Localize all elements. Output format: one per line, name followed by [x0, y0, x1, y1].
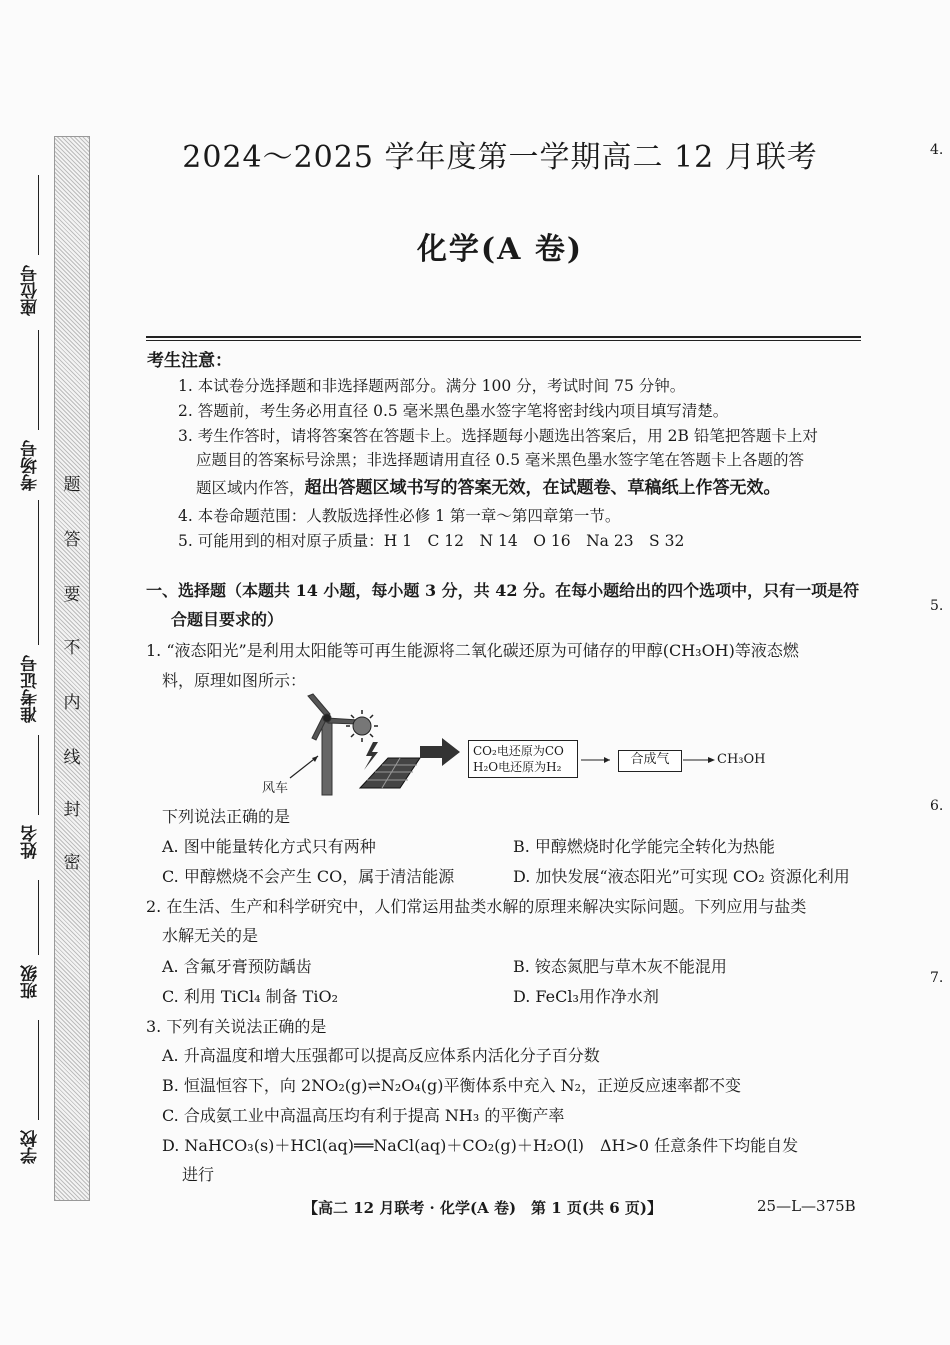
option-b[interactable]: B. 甲醇燃烧时化学能完全转化为热能: [513, 837, 775, 856]
notice-item: 5. 可能用到的相对原子质量：H 1 C 12 N 14 O 16 Na 23 S 32: [178, 532, 685, 550]
windmill-label: 风车: [262, 781, 289, 796]
option-d[interactable]: D. FeCl₃用作净水剂: [513, 987, 659, 1006]
product-label: CH₃OH: [717, 752, 766, 767]
seal-char: 不: [63, 638, 81, 658]
question-prompt: 下列说法正确的是: [162, 807, 291, 826]
seal-strip: [54, 136, 90, 1201]
question-stem: 料，原理如图所示：: [162, 671, 307, 690]
box-text: H₂O电还原为H₂: [473, 760, 562, 774]
school-field[interactable]: [38, 1020, 39, 1120]
arrow-icon: [683, 753, 717, 767]
notice-heading: 考生注意：: [147, 351, 232, 371]
name-field[interactable]: [38, 735, 39, 815]
seal-char: 内: [63, 693, 81, 713]
option-b[interactable]: B. 铵态氮肥与草木灰不能混用: [513, 957, 727, 976]
question-stem: 水解无关的是: [162, 926, 259, 945]
option-d[interactable]: D. NaHCO₃(s)＋HCl(aq)══NaCl(aq)＋CO₂(g)＋H₂O(l) ΔH>0 任意条件下均能自发: [162, 1136, 799, 1155]
section-heading: 合题目要求的）: [171, 610, 284, 629]
seat-number-label: 座位号: [21, 265, 41, 316]
divider: [146, 340, 861, 341]
option-a[interactable]: A. 图中能量转化方式只有两种: [162, 837, 376, 856]
exam-room-label: 考场号: [21, 440, 41, 491]
school-label: 学校: [21, 1130, 41, 1164]
exam-title: 2024～2025 学年度第一学期高二 12 月联考: [182, 140, 818, 175]
option-a[interactable]: A. 含氟牙膏预防龋齿: [162, 957, 312, 976]
box-text: CO₂电还原为CO: [473, 744, 564, 758]
name-label: 姓名: [21, 825, 41, 859]
notice-emphasis: 超出答题区域书写的答案无效，在试题卷、草稿纸上作答无效。: [304, 478, 781, 498]
option-a[interactable]: A. 升高温度和增大压强都可以提高反应体系内活化分子百分数: [162, 1046, 600, 1065]
next-page-number: 7.: [930, 970, 944, 986]
option-c[interactable]: C. 合成氨工业中高温高压均有利于提高 NH₃ 的平衡产率: [162, 1106, 565, 1125]
option-d[interactable]: D. 加快发展“液态阳光”可实现 CO₂ 资源化利用: [513, 867, 850, 886]
question-stem: 3. 下列有关说法正确的是: [146, 1017, 327, 1036]
next-page-number: 5.: [930, 598, 944, 614]
seal-char: 密: [63, 853, 81, 873]
exam-code: 25—L—375B: [757, 1197, 856, 1215]
option-b[interactable]: B. 恒温恒容下，向 2NO₂(g)⇌N₂O₄(g)平衡体系中充入 N₂，正逆反应速率都不变: [162, 1076, 742, 1095]
seal-char: 封: [63, 800, 81, 820]
question-stem: 2. 在生活、生产和科学研究中，人们常运用盐类水解的原理来解决实际问题。下列应用与盐类: [146, 897, 807, 916]
class-field[interactable]: [38, 880, 39, 955]
notice-item: 2. 答题前，考生务必用直径 0.5 毫米黑色墨水签字笔将密封线内项目填写清楚。: [178, 402, 729, 420]
page-footer: 【高二 12 月联考 · 化学(A 卷) 第 1 页(共 6 页)】: [303, 1199, 662, 1217]
question-stem: 1. “液态阳光”是利用太阳能等可再生能源将二氧化碳还原为可储存的甲醇(CH₃OH)等液态燃: [146, 641, 799, 660]
option-c[interactable]: C. 利用 TiCl₄ 制备 TiO₂: [162, 987, 338, 1006]
next-page-number: 4.: [930, 142, 944, 158]
notice-item: 应题目的答案标号涂黑；非选择题请用直径 0.5 毫米黑色墨水签字笔在答题卡上各题的答: [196, 451, 805, 469]
syngas-box: 合成气: [618, 750, 682, 772]
seal-char: 要: [63, 585, 81, 605]
electroreduction-box: [468, 740, 578, 778]
seal-char: 线: [63, 748, 81, 768]
notice-item: [196, 473, 781, 498]
notice-item: 3. 考生作答时，请将答案答在答题卡上。选择题每小题选出答案后，用 2B 铅笔把答题卡上对: [178, 427, 818, 445]
seal-char: 题: [63, 475, 81, 495]
next-page-number: 6.: [930, 798, 944, 814]
seal-char: 答: [63, 530, 81, 550]
section-heading: 一、选择题（本题共 14 小题，每小题 3 分，共 42 分。在每小题给出的四个选项中，只有一项是符: [146, 581, 860, 600]
notice-item-text: 题区域内作答，: [196, 479, 305, 497]
sun-icon: [346, 710, 378, 742]
option-c[interactable]: C. 甲醇燃烧不会产生 CO，属于清洁能源: [162, 867, 455, 886]
exam-subtitle: 化学(A 卷): [416, 232, 584, 267]
divider: [146, 336, 861, 338]
admission-number-label: 准考证号: [21, 655, 41, 723]
lightning-icon: [364, 742, 378, 770]
option-d-continued: 进行: [182, 1165, 215, 1184]
windmill-icon: [308, 694, 358, 795]
admission-number-field[interactable]: [38, 500, 39, 645]
notice-item: 4. 本卷命题范围：人教版选择性必修 1 第一章～第四章第一节。: [178, 507, 621, 525]
class-label: 班级: [21, 965, 41, 999]
notice-item: 1. 本试卷分选择题和非选择题两部分。满分 100 分，考试时间 75 分钟。: [178, 377, 686, 395]
flow-arrow-icon: [420, 738, 460, 766]
exam-room-field[interactable]: [38, 330, 39, 430]
